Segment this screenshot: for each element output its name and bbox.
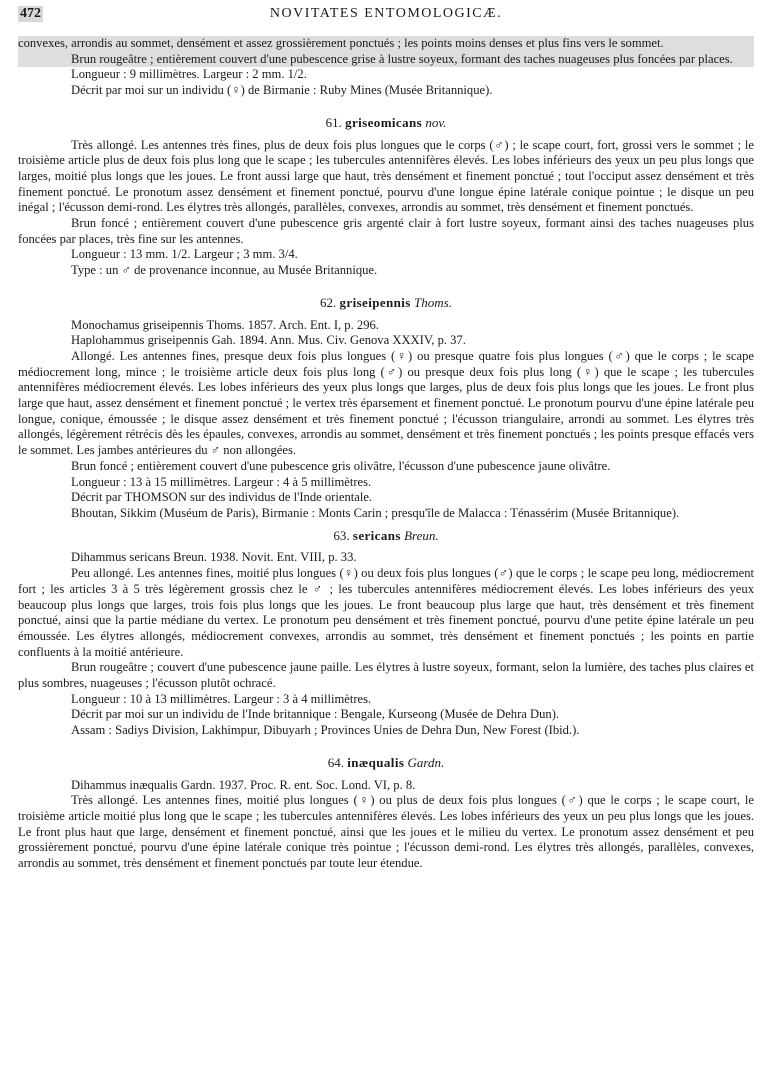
running-title: NOVITATES ENTOMOLOGICÆ. — [269, 6, 503, 21]
measurement-line: Longueur : 13 à 15 millimètres. Largeur : 4 à 5 millimètres. — [71, 474, 372, 489]
species-heading-62 — [18, 295, 754, 311]
description-line: Décrit par THOMSON sur des individus de l'Inde orientale. — [71, 490, 373, 505]
page-number: 472 — [20, 6, 41, 21]
species-name: sericans — [352, 527, 401, 543]
coloration-paragraph: Brun rougeâtre ; couvert d'une pubescence jaune paille. Les élytres à lustre soyeux, formant, selon la lumière, des taches plus claires et plus sombres, nuageuses ; l'écusson plutôt ochracé. — [18, 660, 754, 691]
species-author: Breun. — [404, 527, 439, 543]
species-number: 62. — [320, 294, 337, 310]
species-description: Peu allongé. Les antennes fines, moitié plus longues (♀) ou deux fois plus longues (♂) que le corps ; le scape peu long, médiocrement fort ; les articles 3 à 5 très légèrement grossis chez le ♂ ; les tubercules antennifères médiocrement élevés. Les lobes inférieurs des yeux beaucoup plus longs que larges, trois fois plus longs que les joues. Le front beaucoup plus large que haut, très densément et très finement ponctué, ainsi que la partie médiane du vertex. Le pronotum peu densément et très finement ponctué, pourvu d'une petite épine latérale un peu émoussée. Les élytres allongés, médiocrement convexes, arrondis au sommet, très densément et finement ponctués ; les points en partie confluents à la moitié antérieure. — [18, 566, 754, 659]
species-heading-64 — [18, 755, 754, 771]
species-description: Allongé. Les antennes fines, presque deux fois plus longues (♀) ou presque quatre fois plus longues (♂) que le corps ; le scape médiocrement long, mince ; le troisième article deux fois plus long (♂) ou presque deux fois plus long (♀) que le scape ; les tubercules antennifères médiocrement élevés. Les lobes inférieurs des yeux plus longs que larges, plus de deux fois plus longs que les joues. Le front plus large que haut, assez densément et finement ponctué ; le vertex très éparsement et finement ponctué. Le pronotum pourvu d'une épine latérale peu longue, conique, émoussée ; le disque assez densément et très finement ponctué ; l'écusson triangulaire, arrondi au sommet. Les élytres très allongés, légèrement rétrécis dès les épaules, convexes, arrondis au sommet, densément et très finement ponctués ; les points presque effacés vers le sommet. Les jambes antérieures du ♂ non allongées. — [18, 348, 754, 458]
measurement-line: Longueur : 10 à 13 millimètres. Largeur : 3 à 4 millimètres. — [71, 691, 372, 706]
species-name: inæqualis — [347, 754, 405, 770]
page-header — [18, 6, 754, 26]
species-number: 61. — [325, 114, 342, 130]
coloration-paragraph: Brun rougeâtre ; entièrement couvert d'une pubescence grise à lustre soyeux, formant des taches nuageuses plus foncées par places. — [18, 52, 754, 68]
species-author: Thoms. — [414, 294, 452, 310]
type-line: Type : un ♂ de provenance inconnue, au Musée Britannique. — [71, 263, 378, 278]
coloration-paragraph: Brun foncé ; entièrement couvert d'une pubescence gris argenté clair à fort lustre soyeux, formant ainsi des taches nuageuses plus foncées par places, très fine sur les antennes. — [18, 216, 754, 246]
coloration-paragraph: Brun foncé ; entièrement couvert d'une pubescence gris olivâtre, l'écusson d'une pubescence jaune olivâtre. — [71, 458, 611, 473]
page-body — [18, 36, 754, 872]
description-line: Décrit par moi sur un individu (♀) de Birmanie : Ruby Mines (Musée Britannique). — [71, 83, 493, 98]
species-number: 63. — [333, 527, 350, 543]
distribution-line: Assam : Sadiys Division, Lakhimpur, Dibuyarh ; Provinces Unies de Dehra Dun, New Forest (Ibid.). — [71, 723, 580, 738]
measurement-line: Longueur : 13 mm. 1/2. Largeur ; 3 mm. 3/4. — [71, 247, 298, 262]
synonym-line: Haplohammus griseipennis Gah. 1894. Ann. Mus. Civ. Genova XXXIV, p. 37. — [71, 333, 466, 348]
species-author: Gardn. — [407, 754, 445, 770]
synonym-line: Monochamus griseipennis Thoms. 1857. Arch. Ent. I, p. 296. — [71, 317, 379, 332]
measurement-line: Longueur : 9 millimètres. Largeur : 2 mm. 1/2. — [71, 67, 307, 82]
species-name: griseipennis — [339, 294, 411, 310]
species-number: 64. — [327, 754, 344, 770]
synonym-line: Dihammus inæqualis Gardn. 1937. Proc. R. ent. Soc. Lond. VI, p. 8. — [71, 777, 416, 792]
species-name: griseomicans — [345, 114, 423, 130]
species-heading-63 — [18, 528, 754, 544]
species-description: Très allongé. Les antennes très fines, plus de deux fois plus longues que le corps (♂) ; le scape court, fort, grossi vers le sommet ; le troisième article plus de deux fois plus long que le scape ; les tubercules antennifères élevés. Les lobes inférieurs des yeux un peu plus longs que larges, moitié plus longs que les joues. Le front aussi large que haut, très densément et finement ponctué ; tout l'occiput assez densément et très finement ponctué. Le pronotum assez densément et finement ponctué, pourvu d'une longue épine latérale conique pointue ; le disque un peu inégal ; l'écusson demi-rond. Les élytres très allongés, parallèles, convexes, arrondis au sommet, très densément et finement ponctués. — [18, 137, 754, 215]
synonym-line: Dihammus sericans Breun. 1938. Novit. Ent. VIII, p. 33. — [71, 550, 357, 565]
species-description: Très allongé. Les antennes fines, moitié plus longues (♀) ou plus de deux fois plus longues (♂) que le corps ; le scape court, le troisième article moitié plus long que le scape ; les tubercules antennifères élevés. Les lobes inférieurs des yeux un peu plus longs que les joues. Le front plus haut que large, densément et finement ponctué, ainsi que les joues et le milieu du vertex. Le pronotum assez densément et peu grossièrement ponctué, pourvu d'une épine latérale conique très pointue ; l'écusson demi-rond. Les élytres très allongés, parallèles, convexes, arrondis au sommet, très densément et finement ponctués par toute leur étendue. — [18, 793, 754, 871]
description-line: Décrit par moi sur un individu de l'Inde britannique : Bengale, Kurseong (Musée de Dehra Dun). — [71, 707, 560, 722]
continuation-paragraph: convexes, arrondis au sommet, densément et assez grossièrement ponctués ; les points moins denses et plus fins vers le sommet. — [18, 36, 754, 52]
species-heading-61 — [18, 115, 754, 131]
distribution-line: Bhoutan, Sikkim (Muséum de Paris), Birmanie : Monts Carin ; presqu'île de Malacca : Ténassérim (Musée Britannique). — [71, 505, 680, 520]
species-author: nov. — [425, 114, 447, 130]
